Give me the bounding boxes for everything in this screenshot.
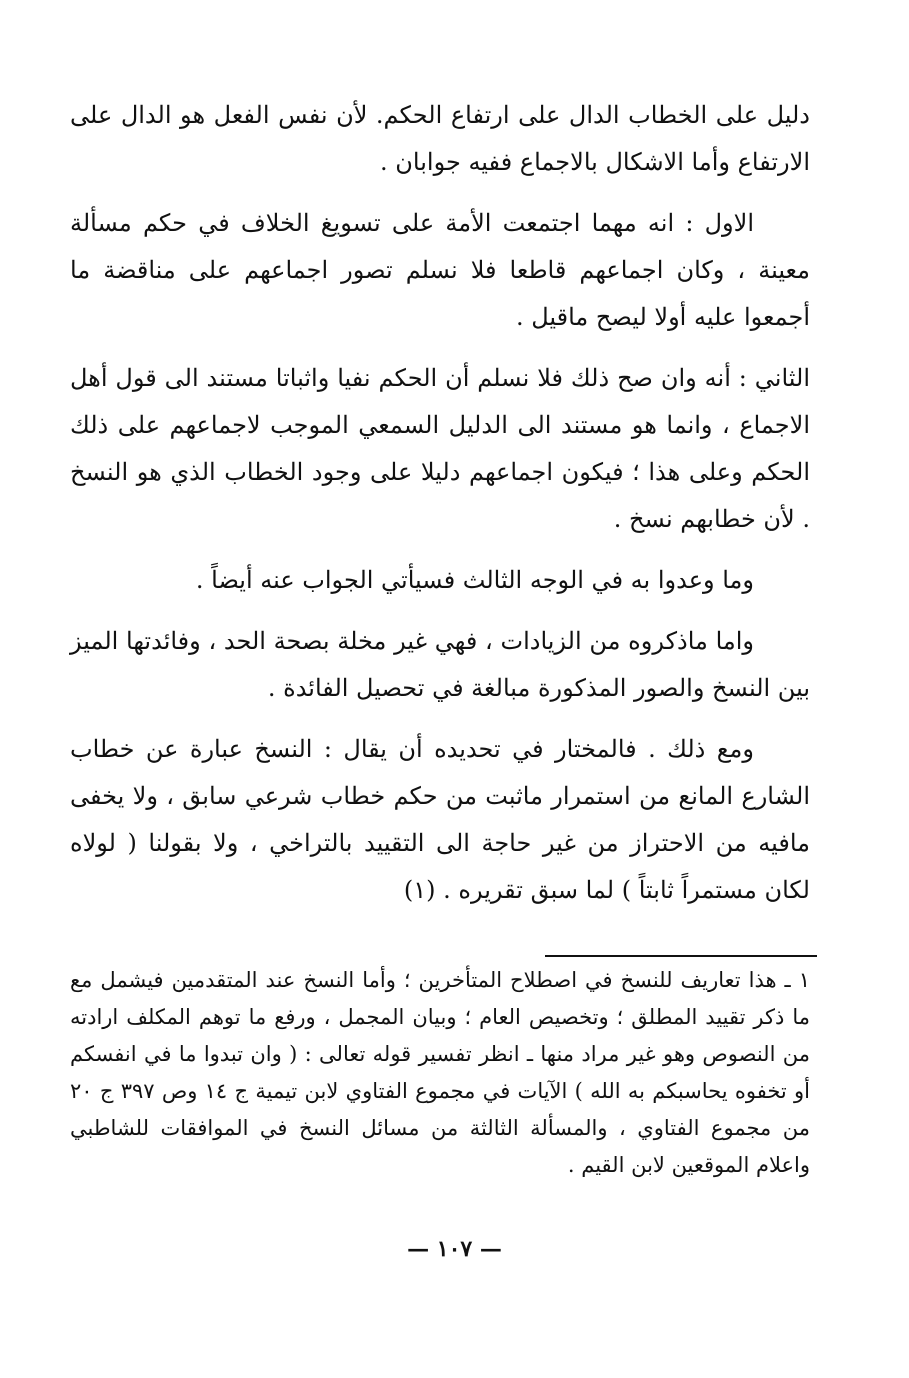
page-number: — ١٠٧ —: [407, 1236, 502, 1262]
paragraph-1: دليل على الخطاب الدال على ارتفاع الحكم. لأن نفس الفعل هو الدال على الارتفاع وأما الاشكال بالاجماع ففيه جوابان .: [70, 101, 810, 176]
footnote-1: ١ ـ هذا تعاريف للنسخ في اصطلاح المتأخرين ؛ وأما النسخ عند المتقدمين فيشمل مع ما ذكر تقييد المطلق ؛ وتخصيص العام ؛ وبيان المجمل ، ورفع ما توهم المكلف ارادته من النصوص وهو غير مراد منها ـ انظر تفسير قوله تعالى : ( وان تبدوا ما في انفسكم أو تخفوه يحاسبكم به الله ) الآيات في مجموع الفتاوي لابن تيمية ج ١٤ وص ٣٩٧ ج ٢٠ من مجموع الفتاوي ، والمسألة الثالثة من مسائل النسخ في الموافقات للشاطبي واعلام الموقعين لابن القيم .: [70, 968, 810, 1177]
body-text: [70, 92, 810, 914]
paragraph-4: وما وعدوا به في الوجه الثالث فسيأتي الجواب عنه أيضاً .: [195, 566, 754, 594]
paragraph-5: واما ماذكروه من الزيادات ، فهي غير مخلة بصحة الحد ، وفائدتها الميز بين النسخ والصور المذكورة مبالغة في تحصيل الفائدة .: [70, 627, 810, 702]
paragraph-2: الاول : انه مهما اجتمعت الأمة على تسويغ الخلاف في حكم مسألة معينة ، وكان اجماعهم قاطعا فلا نسلم تصور اجماعهم على مناقضة ما أجمعوا عليه أولا ليصح ماقيل .: [70, 209, 810, 331]
footnote-divider: [545, 955, 817, 957]
paragraph-3: الثاني : أنه وان صح ذلك فلا نسلم أن الحكم نفيا واثباتا مستند الى قول أهل الاجماع ، وانما هو مستند الى الدليل السمعي الموجب لاجماعهم على ذلك الحكم وعلى هذا ؛ فيكون اجماعهم دليلا على وجود الخطاب الذي هو النسخ . لأن خطابهم نسخ .: [70, 364, 810, 533]
paragraph-6: ومع ذلك . فالمختار في تحديده أن يقال : النسخ عبارة عن خطاب الشارع المانع من استمرار ماثبت من حكم خطاب شرعي سابق ، ولا يخفى مافيه من الاحتراز من غير حاجة الى التقييد بالتراخي ، ولا بقولنا ( لولاه لكان مستمراً ثابتاً ) لما سبق تقريره . (١): [70, 735, 810, 904]
footnote-section: [70, 962, 810, 1184]
